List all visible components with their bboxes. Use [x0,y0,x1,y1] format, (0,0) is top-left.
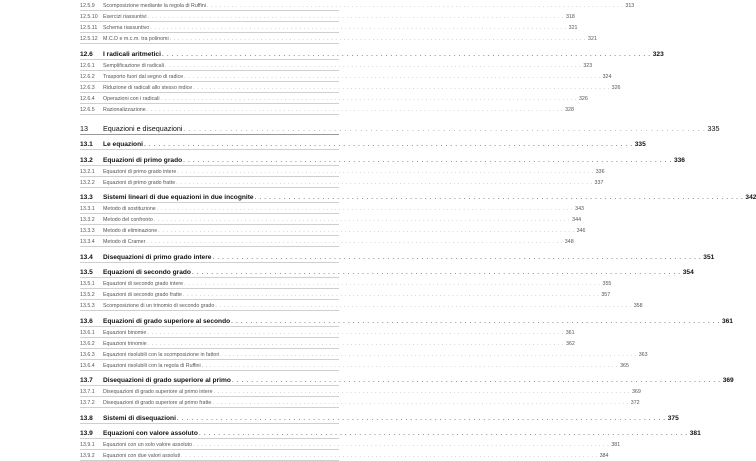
toc-entry-page-number: 369 [631,389,641,395]
toc-dot-leader: . . . . . . . . . . . . . . . . . . . . . . . . . . . . . . . . . . . . . . . . . . . . . . . . . . . . . . . . . . . . . . . . . . . . . . . . . . . . . . . . . . . . . . . . . . . . . . . . . . . . . [143,141,633,148]
toc-entry-number: 13.6.3 [80,351,95,358]
toc-entry-number: 13 [80,123,88,133]
toc-dot-leader: . . . . . . . . . . . . . . . . . . . . . . . . . . . . . . . . . . . . . . . . . . . . . . . . . . . . . . . . . . . . . . . . . . . . . . . . . . . . . . . . . . . . . . . . . . . . . . . . . . . . . [198,430,688,437]
toc-dot-leader: . . . . . . . . . . . . . . . . . . . . . . . . . . . . . . . . . . . . . . . . . . . . . . . . . . . . . . . . . . . . . . . . . . . . . . . . . . . . . . . . . . . . . . . . . . . . . . . . . . . . . [215,303,632,309]
toc-entry-page-number: 362 [565,340,575,347]
toc-entry-number: 13.8 [80,414,93,422]
toc-entry-page-number: 321 [568,25,578,31]
toc-dot-leader: . . . . . . . . . . . . . . . . . . . . . . . . . . . . . . . . . . . . . . . . . . . . . . . . . . . . . . . . . . . . . . . . . . . . . . . . . . . . . . . . . . . . . . . . . . . . . . . . . . . . . [184,281,601,287]
toc-entry-page-number: 343 [575,206,584,212]
toc-dot-leader: . . . . . . . . . . . . . . . . . . . . . . . . . . . . . . . . . . . . . . . . . . . . . . . . . . . . . . . . . . . . . . . . . . . . . . . . . . . . . . . . . . . . . . . . . . . . . . . . . . . . . [147,340,564,347]
toc-subsection-entry[interactable] [80,166,605,177]
toc-chapter-entry[interactable] [80,118,720,135]
toc-entry-title: Le equazioni [103,141,143,148]
toc-entry-title: Razionalizzazione [103,106,146,113]
toc-entry-page-number: 344 [572,217,582,223]
toc-dot-leader: . . . . . . . . . . . . . . . . . . . . . . . . . . . . . . . . . . . . . . . . . . . . . . . . . . . . . . . . . . . . . . . . . . . . . . . . . . . . . . . . . . . . . . . . . . . . . . . . . . . . . [220,351,637,358]
toc-entry-title: I radicali aritmetici [103,50,161,58]
toc-entry-title: Disequazioni di grado superiore al primo intere [103,389,213,395]
toc-entry-page-number: 313 [625,3,635,9]
toc-entry-page-number: 336 [595,168,605,175]
toc-entry-number: 12.6.4 [80,95,95,102]
toc-dot-leader: . . . . . . . . . . . . . . . . . . . . . . . . . . . . . . . . . . . . . . . . . . . . . . . . . . . . . . . . . . . . . . . . . . . . . . . . . . . . . . . . . . . . . . . . . . . . . . . . . . . . . [254,194,744,201]
toc-entry-page-number: 375 [667,414,679,422]
toc-section-entry[interactable] [80,46,664,60]
toc-entry-number: 13.4 [80,253,93,261]
toc-section-entry[interactable] [80,410,679,424]
toc-entry-title: Scomposizione di un trinomio di secondo grado [103,303,215,309]
toc-entry-page-number: 324 [602,73,612,80]
toc-entry-number: 12.6.1 [80,62,95,69]
toc-entry-number: 13.6 [80,317,93,325]
toc-entry-title: Metodo di Cramer [103,239,146,245]
toc-entry-page-number: 354 [682,269,694,276]
toc-entry-page-number: 361 [721,317,733,325]
toc-subsection-entry[interactable] [80,349,648,360]
toc-dot-leader: . . . . . . . . . . . . . . . . . . . . . . . . . . . . . . . . . . . . . . . . . . . . . . . . . . . . . . . . . . . . . . . . . . . . . . . . . . . . . . . . . . . . . . . . . . . . . . . . . . . . . [177,168,594,175]
toc-entry-title: Equazioni con due valori assoluti [103,453,181,459]
toc-subsection-entry[interactable] [80,177,604,188]
toc-entry-page-number: 342 [745,194,756,201]
toc-entry-page-number: 355 [602,281,612,287]
toc-subsection-entry[interactable] [80,278,612,289]
toc-subsection-entry[interactable] [80,225,586,236]
toc-dot-leader: . . . . . . . . . . . . . . . . . . . . . . . . . . . . . . . . . . . . . . . . . . . . . . . . . . . . . . . . . . . . . . . . . . . . . . . . . . . . . . . . . . . . . . . . . . . . . . . . . . . . . [181,453,598,459]
toc-subsection-entry[interactable] [80,104,574,115]
toc-entry-number: 13.2.1 [80,168,95,175]
toc-entry-page-number: 348 [564,239,574,245]
toc-entry-number: 13.5.2 [80,292,95,298]
toc-entry-title: Equazioni trinomie [103,340,147,347]
toc-entry-page-number: 326 [611,84,621,91]
toc-entry-page-number: 358 [633,303,643,309]
toc-entry-number: 13.6.1 [80,329,95,336]
toc-dot-leader: . . . . . . . . . . . . . . . . . . . . . . . . . . . . . . . . . . . . . . . . . . . . . . . . . . . . . . . . . . . . . . . . . . . . . . . . . . . . . . . . . . . . . . . . . . . . . . . . . . . . . [164,62,582,69]
toc-entry-title: Equazioni di grado superiore al secondo [103,317,231,325]
toc-entry-title: Trasporto fuori dal segno di radice [103,73,184,80]
toc-subsection-entry[interactable] [80,60,593,71]
toc-entry-title: Disequazioni di grado superiore al primo fratte [103,400,212,406]
toc-entry-number: 12.5.9 [80,3,95,9]
toc-entry-title: Metodo di eliminazione [103,228,158,234]
toc-section-entry[interactable] [80,249,715,263]
toc-entry-title: Equazioni risolubili con la regola di Ruffini [103,362,201,369]
toc-dot-leader: . . . . . . . . . . . . . . . . . . . . . . . . . . . . . . . . . . . . . . . . . . . . . . . . . . . . . . . . . . . . . . . . . . . . . . . . . . . . . . . . . . . . . . . . . . . . . . . . . . . . . [150,25,567,31]
toc-subsection-entry[interactable] [80,289,611,300]
toc-entry-title: Equazioni di secondo grado fratte [103,292,182,298]
toc-subsection-entry[interactable] [80,93,588,104]
toc-entry-number: 12.6.5 [80,106,95,113]
toc-dot-leader: . . . . . . . . . . . . . . . . . . . . . . . . . . . . . . . . . . . . . . . . . . . . . . . . . . . . . . . . . . . . . . . . . . . . . . . . . . . . . . . . . . . . . . . . . . . . . . . . . . . . . [192,442,610,448]
toc-entry-number: 12.5.12 [80,36,98,42]
toc-entry-number: 13.6.4 [80,362,95,369]
toc-entry-title: Equazioni con valore assoluto [103,430,198,437]
toc-entry-number: 13.9.1 [80,442,95,448]
toc-entry-page-number: 357 [601,292,611,298]
toc-entry-title: Metodo del confronto [103,217,153,223]
toc-entry-title: Disequazioni di primo grado intere [103,253,212,261]
toc-entry-page-number: 361 [565,329,575,336]
toc-subsection-entry[interactable] [80,22,578,33]
toc-entry-page-number: 337 [594,179,604,186]
toc-section-entry[interactable] [80,265,694,279]
toc-subsection-entry[interactable] [80,338,575,349]
toc-dot-leader: . . . . . . . . . . . . . . . . . . . . . . . . . . . . . . . . . . . . . . . . . . . . . . . . . . . . . . . . . . . . . . . . . . . . . . . . . . . . . . . . . . . . . . . . . . . . . . . . . . . . . [201,362,619,369]
toc-entry-title: Equazioni con un solo valore assoluto [103,442,192,448]
toc-entry-title: Sistemi lineari di due equazioni in due incognite [103,194,254,201]
toc-entry-title: Equazioni risolubili con la scomposizione in fattori [103,351,220,358]
toc-dot-leader: . . . . . . . . . . . . . . . . . . . . . . . . . . . . . . . . . . . . . . . . . . . . . . . . . . . . . . . . . . . . . . . . . . . . . . . . . . . . . . . . . . . . . . . . . . . . . . . . . . . . . [156,206,574,212]
toc-dot-leader: . . . . . . . . . . . . . . . . . . . . . . . . . . . . . . . . . . . . . . . . . . . . . . . . . . . . . . . . . . . . . . . . . . . . . . . . . . . . . . . . . . . . . . . . . . . . . . . . . . . . . [231,317,720,325]
toc-dot-leader: . . . . . . . . . . . . . . . . . . . . . . . . . . . . . . . . . . . . . . . . . . . . . . . . . . . . . . . . . . . . . . . . . . . . . . . . . . . . . . . . . . . . . . . . . . . . . . . . . . . . . [176,179,593,186]
toc-entry-number: 13.3 [80,194,93,201]
toc-dot-leader: . . . . . . . . . . . . . . . . . . . . . . . . . . . . . . . . . . . . . . . . . . . . . . . . . . . . . . . . . . . . . . . . . . . . . . . . . . . . . . . . . . . . . . . . . . . . . . . . . . . . . [146,106,564,113]
toc-entry-number: 13.1 [80,141,93,148]
toc-section-entry[interactable] [80,426,701,440]
toc-entry-page-number: 335 [634,141,646,148]
toc-subsection-entry[interactable] [80,214,582,225]
toc-entry-title: Equazioni di primo grado fratte [103,179,176,186]
toc-entry-number: 12.6.3 [80,84,95,91]
toc-entry-title: Equazioni di primo grado [103,156,183,164]
toc-dot-leader: . . . . . . . . . . . . . . . . . . . . . . . . . . . . . . . . . . . . . . . . . . . . . . . . . . . . . . . . . . . . . . . . . . . . . . . . . . . . . . . . . . . . . . . . . . . . . . . . . . . . . [160,95,577,102]
toc-entry-title: M.C.D e m.c.m. tra polinomi [103,36,169,42]
toc-dot-leader: . . . . . . . . . . . . . . . . . . . . . . . . . . . . . . . . . . . . . . . . . . . . . . . . . . . . . . . . . . . . . . . . . . . . . . . . . . . . . . . . . . . . . . . . . . . . . . . . . . . . . [184,73,601,80]
toc-section-entry[interactable] [80,152,685,166]
toc-dot-leader: . . . . . . . . . . . . . . . . . . . . . . . . . . . . . . . . . . . . . . . . . . . . . . . . . . . . . . . . . . . . . . . . . . . . . . . . . . . . . . . . . . . . . . . . . . . . . . . . . . . . . [147,14,564,20]
toc-entry-number: 13.5 [80,269,93,276]
toc-subsection-entry[interactable] [80,360,629,371]
toc-entry-page-number: 318 [565,14,575,20]
toc-dot-leader: . . . . . . . . . . . . . . . . . . . . . . . . . . . . . . . . . . . . . . . . . . . . . . . . . . . . . . . . . . . . . . . . . . . . . . . . . . . . . . . . . . . . . . . . . . . . . . . . . . . . . [206,3,624,9]
toc-dot-leader: . . . . . . . . . . . . . . . . . . . . . . . . . . . . . . . . . . . . . . . . . . . . . . . . . . . . . . . . . . . . . . . . . . . . . . . . . . . . . . . . . . . . . . . . . . . . . . . . . . . . . [146,239,563,245]
toc-entry-title: Scomposizione mediante la regola di Ruffini [103,3,206,9]
toc-dot-leader: . . . . . . . . . . . . . . . . . . . . . . . . . . . . . . . . . . . . . . . . . . . . . . . . . . . . . . . . . . . . . . . . . . . . . . . . . . . . . . . . . . . . . . . . . . . . . . . . . . . . . [193,84,610,91]
toc-entry-title: Esercizi riassuntivi [103,14,147,20]
toc-section-entry[interactable] [80,373,734,387]
toc-entry-page-number: 384 [599,453,609,459]
toc-entry-page-number: 372 [630,400,640,406]
toc-dot-leader: . . . . . . . . . . . . . . . . . . . . . . . . . . . . . . . . . . . . . . . . . . . . . . . . . . . . . . . . . . . . . . . . . . . . . . . . . . . . . . . . . . . . . . . . . . . . . . . . . . . . . [153,217,571,223]
toc-entry-number: 13.9 [80,430,93,437]
toc-entry-title: Equazioni e disequazioni [103,123,183,133]
toc-entry-number: 13.3.4 [80,239,95,245]
toc-entry-page-number: 336 [673,156,685,164]
toc-entry-page-number: 381 [611,442,621,448]
toc-entry-number: 13.2 [80,156,93,164]
toc-section-entry[interactable] [80,313,733,327]
toc-dot-leader: . . . . . . . . . . . . . . . . . . . . . . . . . . . . . . . . . . . . . . . . . . . . . . . . . . . . . . . . . . . . . . . . . . . . . . . . . . . . . . . . . . . . . . . . . . . . . . . . . . . . . [183,156,672,164]
toc-section-entry[interactable] [80,137,646,151]
toc-dot-leader: . . . . . . . . . . . . . . . . . . . . . . . . . . . . . . . . . . . . . . . . . . . . . . . . . . . . . . . . . . . . . . . . . . . . . . . . . . . . . . . . . . . . . . . . . . . . . . . . . . . . . [182,292,600,298]
toc-entry-page-number: 335 [707,123,720,133]
toc-entry-number: 12.6 [80,50,93,58]
toc-entry-number: 13.3.2 [80,217,95,223]
toc-entry-page-number: 328 [565,106,574,113]
toc-subsection-entry[interactable] [80,236,574,247]
toc-subsection-entry[interactable] [80,397,640,408]
toc-entry-number: 13.9.2 [80,453,95,459]
toc-subsection-entry[interactable] [80,300,643,311]
toc-entry-page-number: 381 [689,430,701,437]
toc-subsection-entry[interactable] [80,203,584,214]
toc-entry-number: 13.7 [80,377,93,384]
toc-entry-number: 13.3.3 [80,228,95,234]
toc-entry-page-number: 363 [638,351,648,358]
toc-subsection-entry[interactable] [80,0,635,11]
toc-entry-number: 12.5.10 [80,14,98,20]
toc-entry-page-number: 326 [578,95,588,102]
toc-dot-leader: . . . . . . . . . . . . . . . . . . . . . . . . . . . . . . . . . . . . . . . . . . . . . . . . . . . . . . . . . . . . . . . . . . . . . . . . . . . . . . . . . . . . . . . . . . . . . . . . . . . . . [176,414,666,422]
toc-entry-number: 13.5.1 [80,281,95,287]
toc-dot-leader: . . . . . . . . . . . . . . . . . . . . . . . . . . . . . . . . . . . . . . . . . . . . . . . . . . . . . . . . . . . . . . . . . . . . . . . . . . . . . . . . . . . . . . . . . . . . . . . . . . . . . [212,400,629,406]
toc-entry-title: Semplificazione di radicali [103,62,164,69]
toc-entry-title: Equazioni di secondo grado intere [103,281,184,287]
toc-dot-leader: . . . . . . . . . . . . . . . . . . . . . . . . . . . . . . . . . . . . . . . . . . . . . . . . . . . . . . . . . . . . . . . . . . . . . . . . . . . . . . . . . . . . . . . . . . . . . . . . . . . . . [161,50,651,58]
toc-dot-leader: . . . . . . . . . . . . . . . . . . . . . . . . . . . . . . . . . . . . . . . . . . . . . . . . . . . . . . . . . . . . . . . . . . . . . . . . . . . . . . . . . . . . . . . . . . . . . . . . . . . . . [147,329,564,336]
toc-entry-page-number: 323 [652,50,664,58]
toc-dot-leader: . . . . . . . . . . . . . . . . . . . . . . . . . . . . . . . . . . . . . . . . . . . . . . . . . . . . . . . . . . . . . . . . . . . . . . . . . . . . . . . . . . . . . . . . . . . . . . . . . . . . . [169,36,587,42]
toc-subsection-entry[interactable] [80,33,597,44]
toc-subsection-entry[interactable] [80,71,612,82]
toc-subsection-entry[interactable] [80,439,621,450]
toc-entry-title: Operazioni con i radicali [103,95,160,102]
toc-dot-leader: . . . . . . . . . . . . . . . . . . . . . . . . . . . . . . . . . . . . . . . . . . . . . . . . . . . . . . . . . . . . . . . . . . . . . . . . . . . . . . . . . . . . . . . . . . . . . . . . . . . . . [213,389,630,395]
toc-entry-page-number: 351 [703,253,715,261]
toc-entry-page-number: 369 [722,377,734,384]
toc-dot-leader: . . . . . . . . . . . . . . . . . . . . . . . . . . . . . . . . . . . . . . . . . . . . . . . . . . . . . . . . . . . . . . . . . . . . . . . . . . . . . . . . . . . . . . . . . . . . . . . . . . . . . [231,377,721,384]
toc-entry-title: Schema riassuntivo [103,25,150,31]
toc-entry-number: 13.6.2 [80,340,95,347]
toc-entry-title: Disequazioni di grado superiore al primo [103,377,231,384]
toc-dot-leader: . . . . . . . . . . . . . . . . . . . . . . . . . . . . . . . . . . . . . . . . . . . . . . . . . . . . . . . . . . . . . . . . . . . . . . . . . . . . . . . . . . . . . . . . . . . . . . . . . . . . . [183,123,706,133]
toc-entry-title: Metodo di sostituzione [103,206,156,212]
toc-entry-number: 13.2.2 [80,179,95,186]
toc-entry-title: Equazioni binomie [103,329,147,336]
toc-section-entry[interactable] [80,190,756,204]
toc-entry-number: 13.7.2 [80,400,95,406]
toc-entry-page-number: 321 [588,36,597,42]
toc-entry-title: Equazioni di secondo grado [103,269,191,276]
toc-subsection-entry[interactable] [80,11,575,22]
toc-entry-number: 12.5.11 [80,25,98,31]
toc-subsection-entry[interactable] [80,327,575,338]
toc-entry-title: Equazioni di primo grado intere [103,168,177,175]
toc-subsection-entry[interactable] [80,450,609,461]
toc-entry-number: 13.7.1 [80,389,95,395]
toc-subsection-entry[interactable] [80,82,621,93]
toc-subsection-entry[interactable] [80,386,641,397]
table-of-contents [80,0,756,461]
toc-entry-number: 12.6.2 [80,73,95,80]
toc-dot-leader: . . . . . . . . . . . . . . . . . . . . . . . . . . . . . . . . . . . . . . . . . . . . . . . . . . . . . . . . . . . . . . . . . . . . . . . . . . . . . . . . . . . . . . . . . . . . . . . . . . . . . [158,228,575,234]
toc-entry-page-number: 365 [620,362,629,369]
toc-entry-page-number: 323 [583,62,593,69]
toc-entry-title: Sistemi di disequazioni [103,414,176,422]
toc-entry-title: Riduzione di radicali allo stesso indice [103,84,193,91]
toc-entry-page-number: 346 [576,228,586,234]
toc-entry-number: 13.3.1 [80,206,95,212]
toc-dot-leader: . . . . . . . . . . . . . . . . . . . . . . . . . . . . . . . . . . . . . . . . . . . . . . . . . . . . . . . . . . . . . . . . . . . . . . . . . . . . . . . . . . . . . . . . . . . . . . . . . . . . . [212,253,702,261]
toc-entry-number: 13.5.3 [80,303,95,309]
toc-dot-leader: . . . . . . . . . . . . . . . . . . . . . . . . . . . . . . . . . . . . . . . . . . . . . . . . . . . . . . . . . . . . . . . . . . . . . . . . . . . . . . . . . . . . . . . . . . . . . . . . . . . . . [191,269,681,276]
